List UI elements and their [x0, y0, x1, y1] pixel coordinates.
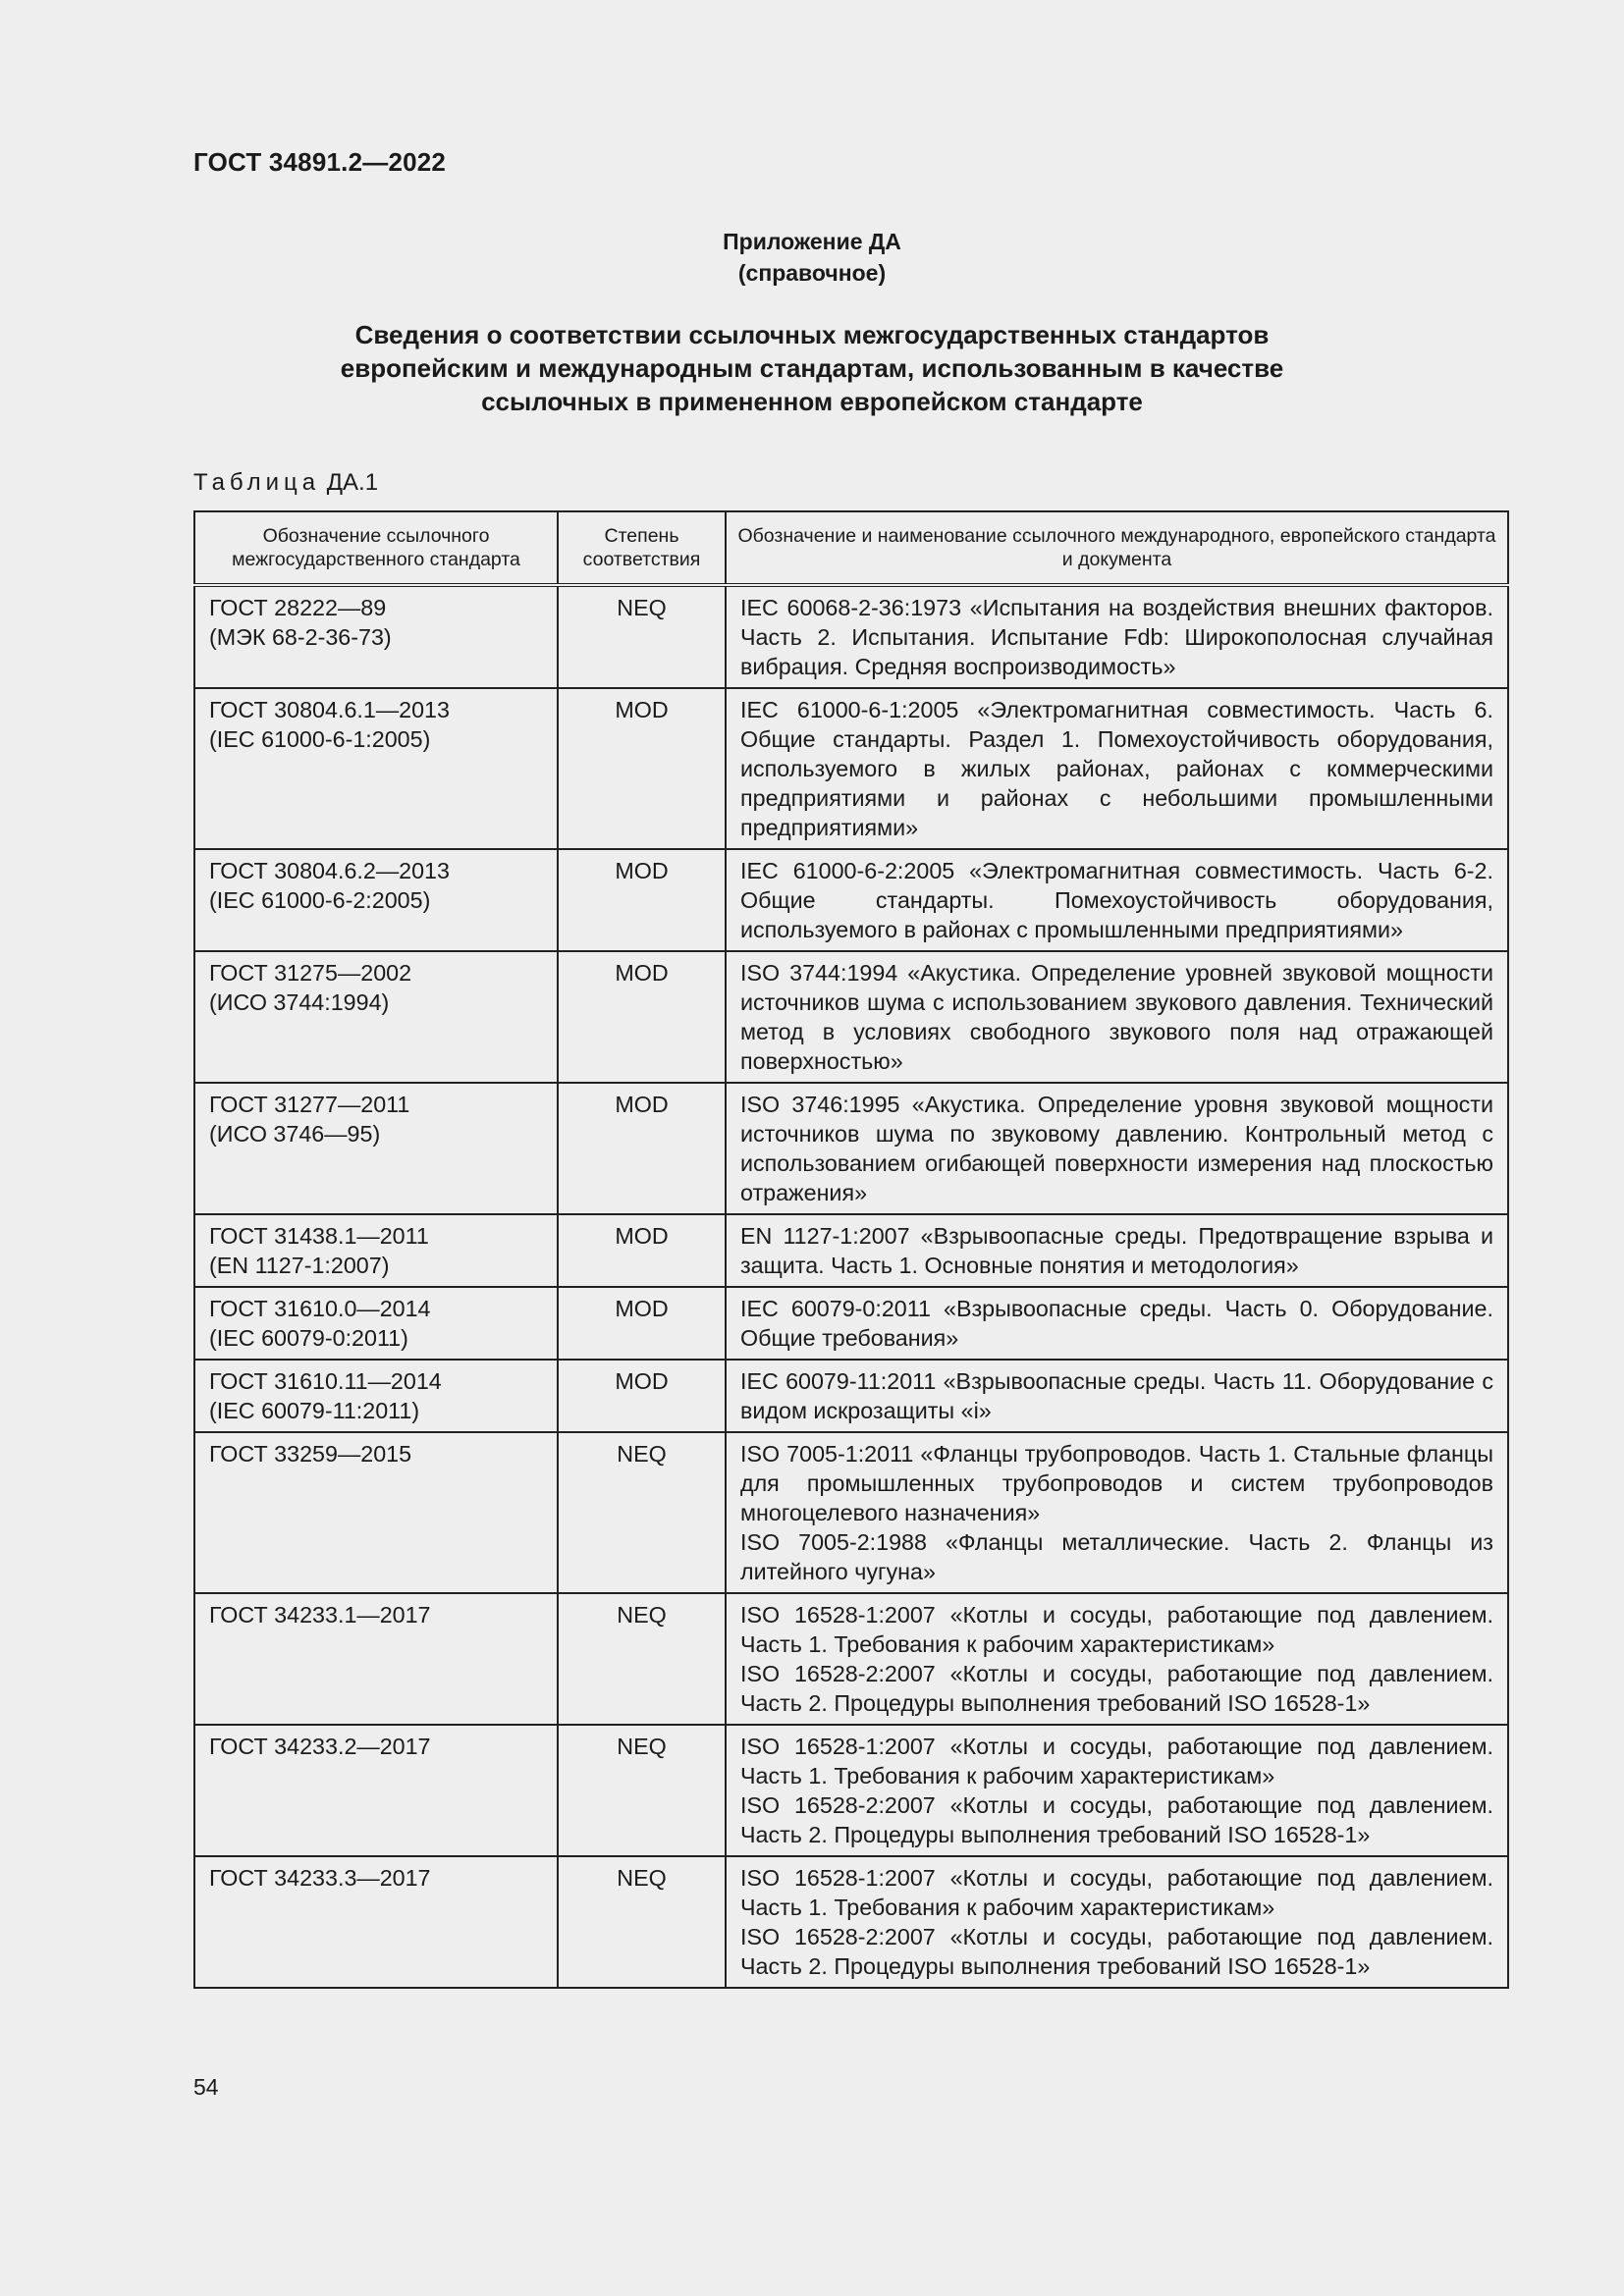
cell-degree: MOD [558, 951, 726, 1083]
appendix-name: Приложение ДА [723, 229, 901, 254]
table-header-row [194, 511, 1508, 585]
standards-table [193, 510, 1509, 1989]
cell-standard: ГОСТ 30804.6.1—2013 (IEC 61000-6-1:2005) [194, 688, 558, 849]
table-row [194, 1856, 1508, 1988]
cell-reference: ISO 7005-1:2011 «Фланцы трубопроводов. Часть 1. Стальные фланцы для промышленных трубопроводов и систем трубопроводов многоцелевого назначения» ISO 7005-2:1988 «Фланцы металлические. Часть 2. Фланцы из литейного чугуна» [726, 1432, 1508, 1593]
table-row [194, 951, 1508, 1083]
cell-standard: ГОСТ 34233.1—2017 [194, 1593, 558, 1725]
table-caption-word: Таблица [193, 469, 321, 496]
cell-reference: IEC 60079-11:2011 «Взрывоопасные среды. Часть 11. Оборудование с видом искрозащиты «i» [726, 1360, 1508, 1432]
table-row [194, 1214, 1508, 1287]
cell-degree: NEQ [558, 585, 726, 688]
cell-reference: EN 1127-1:2007 «Взрывоопасные среды. Предотвращение взрыва и защита. Часть 1. Основные понятия и методология» [726, 1214, 1508, 1287]
cell-standard: ГОСТ 34233.3—2017 [194, 1856, 558, 1988]
cell-degree: MOD [558, 1360, 726, 1432]
table-row [194, 1593, 1508, 1725]
table-row [194, 1725, 1508, 1856]
cell-degree: MOD [558, 688, 726, 849]
table-body [194, 585, 1508, 1988]
table-row [194, 1360, 1508, 1432]
cell-reference: ISO 3744:1994 «Акустика. Определение уровней звуковой мощности источников шума с использованием звукового давления. Технический метод в условиях свободного звукового поля над отражающей поверхностью» [726, 951, 1508, 1083]
title-line-1: Сведения о соответствии ссылочных межгосударственных стандартов [354, 320, 1270, 349]
table-row [194, 849, 1508, 951]
cell-degree: NEQ [558, 1593, 726, 1725]
table-row [194, 688, 1508, 849]
page-number: 54 [193, 2074, 219, 2100]
table-row [194, 1287, 1508, 1360]
cell-standard: ГОСТ 31438.1—2011 (EN 1127-1:2007) [194, 1214, 558, 1287]
cell-reference: ISO 16528-1:2007 «Котлы и сосуды, работающие под давлением. Часть 1. Требования к рабочим характеристикам» ISO 16528-2:2007 «Котлы и сосуды, работающие под давлением. Часть 2. Процедуры выполнения требований ISO 16528-1» [726, 1593, 1508, 1725]
table-caption [193, 469, 378, 497]
cell-degree: NEQ [558, 1856, 726, 1988]
cell-degree: MOD [558, 849, 726, 951]
cell-standard: ГОСТ 31275—2002 (ИСО 3744:1994) [194, 951, 558, 1083]
column-header-standard: Обозначение ссылочного межгосударственного стандарта [194, 511, 558, 585]
cell-degree: MOD [558, 1287, 726, 1360]
appendix-heading [0, 226, 1624, 289]
cell-reference: IEC 61000-6-1:2005 «Электромагнитная совместимость. Часть 6. Общие стандарты. Раздел 1. Помехоустойчивость оборудования, используемого в жилых районах, районах с коммерческими предприятиями и районах с небольшими промышленными предприятиями» [726, 688, 1508, 849]
cell-reference: ISO 16528-1:2007 «Котлы и сосуды, работающие под давлением. Часть 1. Требования к рабочим характеристикам» ISO 16528-2:2007 «Котлы и сосуды, работающие под давлением. Часть 2. Процедуры выполнения требований ISO 16528-1» [726, 1856, 1508, 1988]
table-row [194, 585, 1508, 688]
column-header-degree: Степень соответствия [558, 511, 726, 585]
cell-degree: MOD [558, 1214, 726, 1287]
cell-standard: ГОСТ 31610.11—2014 (IEC 60079-11:2011) [194, 1360, 558, 1432]
table-row [194, 1083, 1508, 1214]
appendix-kind: (справочное) [737, 260, 887, 286]
cell-reference: IEC 61000-6-2:2005 «Электромагнитная совместимость. Часть 6-2. Общие стандарты. Помехоустойчивость оборудования, используемого в районах с промышленными предприятиями» [726, 849, 1508, 951]
cell-reference: ISO 3746:1995 «Акустика. Определение уровня звуковой мощности источников шума по звуковому давлению. Контрольный метод с использованием огибающей поверхности измерения над плоскостью отражения» [726, 1083, 1508, 1214]
cell-reference: IEC 60079-0:2011 «Взрывоопасные среды. Часть 0. Оборудование. Общие требования» [726, 1287, 1508, 1360]
cell-standard: ГОСТ 28222—89 (МЭК 68-2-36-73) [194, 585, 558, 688]
cell-standard: ГОСТ 31277—2011 (ИСО 3746—95) [194, 1083, 558, 1214]
appendix-title [0, 318, 1624, 418]
cell-reference: ISO 16528-1:2007 «Котлы и сосуды, работающие под давлением. Часть 1. Требования к рабочим характеристикам» ISO 16528-2:2007 «Котлы и сосуды, работающие под давлением. Часть 2. Процедуры выполнения требований ISO 16528-1» [726, 1725, 1508, 1856]
cell-standard: ГОСТ 33259—2015 [194, 1432, 558, 1593]
table-row [194, 1432, 1508, 1593]
cell-standard: ГОСТ 31610.0—2014 (IEC 60079-0:2011) [194, 1287, 558, 1360]
title-line-3: ссылочных в примененном европейском стандарте [481, 387, 1143, 416]
column-header-reference: Обозначение и наименование ссылочного международного, европейского стандарта и документа [726, 511, 1508, 585]
cell-degree: NEQ [558, 1725, 726, 1856]
cell-degree: NEQ [558, 1432, 726, 1593]
cell-reference: IEC 60068-2-36:1973 «Испытания на воздействия внешних факторов. Часть 2. Испытания. Испытание Fdb: Широкополосная случайная вибрация. Средняя воспроизводимость» [726, 585, 1508, 688]
title-line-2: европейским и международным стандартам, использованным в качестве [340, 353, 1284, 383]
document-code: ГОСТ 34891.2—2022 [193, 147, 447, 177]
cell-degree: MOD [558, 1083, 726, 1214]
cell-standard: ГОСТ 34233.2—2017 [194, 1725, 558, 1856]
cell-standard: ГОСТ 30804.6.2—2013 (IEC 61000-6-2:2005) [194, 849, 558, 951]
table-caption-id: ДА.1 [326, 469, 379, 496]
